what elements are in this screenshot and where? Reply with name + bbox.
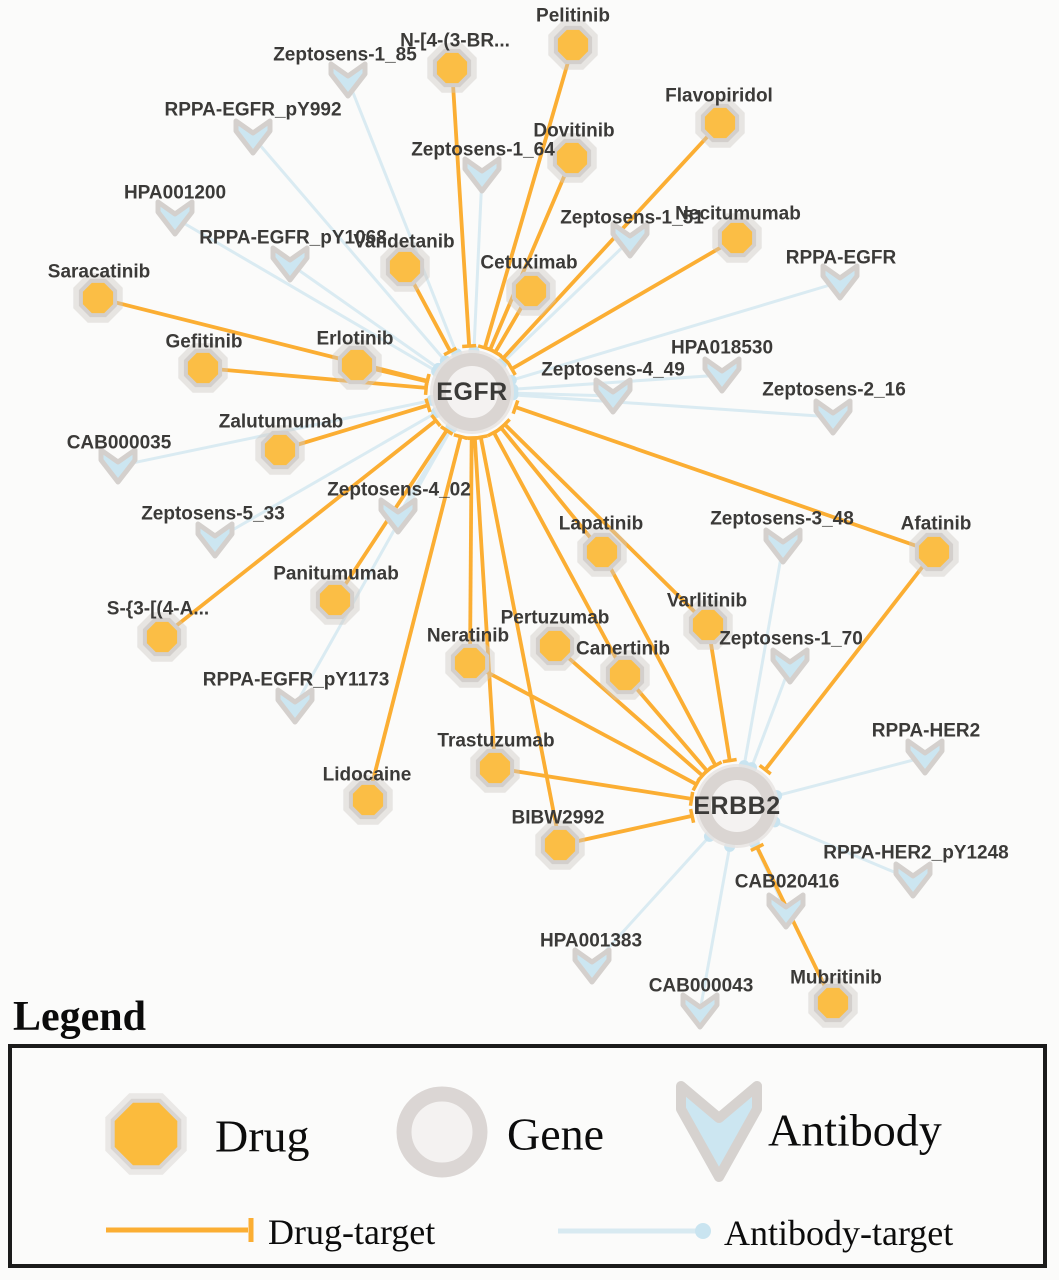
gene-label-erbb2: ERBB2 — [693, 792, 781, 820]
drug-label-dovitinib: Dovitinib — [533, 120, 615, 142]
drug-label-neratinib: Neratinib — [426, 625, 510, 647]
drug-node-canertinib — [604, 654, 646, 696]
legend-drug-target-label: Drug-target — [268, 1212, 436, 1252]
antibody-label-zeptosens-1-85: Zeptosens-1_85 — [273, 44, 417, 66]
drug-node-s-3-4-a — [141, 616, 183, 658]
legend-gene-circle-icon — [404, 1094, 480, 1170]
antibody-chevron-icon — [273, 248, 307, 280]
drug-label-flavopiridol: Flavopiridol — [665, 85, 773, 107]
antibody-node-zeptosens-4-49 — [596, 380, 630, 412]
drug-node-dovitinib — [551, 137, 593, 179]
drug-octagon-icon — [514, 274, 548, 308]
antibody-node-zeptosens-1-70 — [773, 650, 807, 682]
drug-label-vandetanib: Vandetanib — [353, 231, 455, 253]
antibody-chevron-icon — [575, 950, 609, 982]
drug-node-panitumumab — [314, 579, 356, 621]
edge-tee-endpoint — [462, 346, 476, 347]
antibody-node-zeptosens-2-16 — [816, 401, 850, 433]
drug-octagon-icon — [917, 535, 951, 569]
antibody-node-zeptosens-3-48 — [766, 530, 800, 562]
drug-octagon-icon — [720, 221, 754, 255]
drug-label-necitumumab: Necitumumab — [675, 203, 801, 225]
drug-label-pertuzumab: Pertuzumab — [500, 607, 610, 629]
drug-octagon-icon — [263, 433, 297, 467]
legend-gene-label: Gene — [507, 1108, 605, 1160]
drug-label-gefitinib: Gefitinib — [165, 331, 243, 353]
antibody-label-rppa-egfr: RPPA-EGFR — [785, 247, 897, 269]
drug-node-gefitinib — [182, 347, 224, 389]
antibody-label-zeptosens-3-48: Zeptosens-3_48 — [710, 508, 854, 530]
antibody-label-zeptosens-4-49: Zeptosens-4_49 — [541, 359, 685, 381]
antibody-label-hpa018530: HPA018530 — [670, 337, 774, 359]
legend-antibody-target-label: Antibody-target — [724, 1213, 954, 1253]
antibody-label-rppa-her2-py1248: RPPA-HER2_pY1248 — [823, 842, 1009, 864]
drug-label-mubritinib: Mubritinib — [790, 967, 882, 989]
antibody-node-rppa-egfr — [823, 266, 857, 298]
antibody-label-zeptosens-1-51: Zeptosens-1_51 — [560, 207, 704, 229]
drug-octagon-icon — [555, 141, 589, 175]
drug-octagon-icon — [351, 783, 385, 817]
antibody-label-zeptosens-4-02: Zeptosens-4_02 — [327, 479, 471, 501]
antibody-label-rppa-egfr-py1173: RPPA-EGFR_pY1173 — [202, 669, 390, 691]
drug-octagon-icon — [453, 646, 487, 680]
legend-title: Legend — [13, 994, 147, 1040]
antibody-chevron-icon — [465, 159, 499, 191]
legend-drug-label: Drug — [215, 1110, 310, 1162]
drug-octagon-icon — [435, 51, 469, 85]
drug-label-zalutumumab: Zalutumumab — [218, 411, 344, 433]
antibody-node-cab020416 — [769, 895, 803, 927]
antibody-label-zeptosens-5-33: Zeptosens-5_33 — [141, 503, 285, 525]
antibody-node-rppa-egfr-py1068 — [273, 248, 307, 280]
antibody-chevron-icon — [896, 864, 930, 896]
gene-node-erbb2 — [693, 766, 780, 846]
antibody-label-rppa-egfr-py992: RPPA-EGFR_pY992 — [164, 99, 342, 121]
antibody-chevron-icon — [596, 380, 630, 412]
antibody-label-hpa001200: HPA001200 — [123, 182, 227, 204]
drug-octagon-icon — [556, 28, 590, 62]
drug-label-panitumumab: Panitumumab — [273, 563, 399, 585]
legend-antibody-target-dot — [695, 1223, 711, 1239]
antibody-label-rppa-her2: RPPA-HER2 — [871, 720, 981, 742]
drug-octagon-icon — [81, 281, 115, 315]
drug-octagon-icon — [585, 535, 619, 569]
drug-node-neratinib — [449, 642, 491, 684]
drug-node-pelitinib — [552, 24, 594, 66]
antibody-chevron-icon — [198, 524, 232, 556]
drug-octagon-icon — [186, 351, 220, 385]
edge-drug-target-trastuzumab — [495, 768, 692, 799]
antibody-chevron-icon — [278, 690, 312, 722]
antibody-node-hpa018530 — [705, 359, 739, 391]
edge-drug-target-n-4-3-br — [452, 68, 469, 346]
drug-octagon-icon — [318, 583, 352, 617]
drug-label-saracatinib: Saracatinib — [47, 261, 151, 283]
drug-node-trastuzumab — [474, 747, 516, 789]
antibody-node-rppa-her2 — [908, 741, 942, 773]
antibody-label-zeptosens-1-64: Zeptosens-1_64 — [411, 139, 555, 161]
edge-tee-endpoint — [426, 375, 429, 389]
drug-node-n-4-3-br — [431, 47, 473, 89]
drug-label-lidocaine: Lidocaine — [322, 764, 412, 786]
antibody-node-hpa001383 — [575, 950, 609, 982]
antibody-chevron-icon — [766, 530, 800, 562]
legend — [10, 994, 1045, 1266]
drug-label-n-4-3-br: N-[4-(3-BR... — [400, 30, 510, 52]
drug-label-pelitinib: Pelitinib — [536, 5, 610, 27]
antibody-node-zeptosens-1-85 — [331, 64, 365, 96]
drug-node-zalutumumab — [259, 429, 301, 471]
drug-label-varlitinib: Varlitinib — [666, 590, 748, 612]
legend-drug-octagon-icon — [113, 1101, 180, 1168]
drug-label-afatinib: Afatinib — [900, 513, 972, 535]
drug-octagon-icon — [543, 828, 577, 862]
antibody-chevron-icon — [773, 650, 807, 682]
drug-octagon-icon — [388, 250, 422, 284]
antibody-chevron-icon — [236, 121, 270, 153]
antibody-node-cab000035 — [101, 450, 135, 482]
edge-tee-endpoint — [690, 792, 692, 806]
antibody-chevron-icon — [331, 64, 365, 96]
gene-label-egfr: EGFR — [436, 378, 508, 406]
edge-tee-endpoint — [723, 759, 737, 761]
antibody-label-hpa001383: HPA001383 — [539, 930, 643, 952]
antibody-chevron-icon — [816, 401, 850, 433]
edge-tee-endpoint — [513, 400, 518, 413]
antibody-label-zeptosens-1-70: Zeptosens-1_70 — [719, 628, 863, 650]
drug-node-bibw2992 — [539, 824, 581, 866]
drug-octagon-icon — [145, 620, 179, 654]
antibody-chevron-icon — [705, 359, 739, 391]
labels-layer — [48, 6, 1009, 997]
drug-node-pertuzumab — [534, 625, 576, 667]
antibody-chevron-icon — [683, 995, 717, 1027]
drug-label-trastuzumab: Trastuzumab — [437, 730, 555, 752]
antibody-node-zeptosens-1-64 — [465, 159, 499, 191]
drug-node-saracatinib — [77, 277, 119, 319]
drug-label-s-3-4-a: S-{3-[(4-A... — [106, 598, 210, 620]
drug-label-lapatinib: Lapatinib — [558, 513, 644, 535]
drug-octagon-icon — [538, 629, 572, 663]
drug-node-lapatinib — [581, 531, 623, 573]
antibody-label-cab000043: CAB000043 — [648, 975, 754, 997]
antibody-chevron-icon — [769, 895, 803, 927]
antibody-label-cab000035: CAB000035 — [66, 432, 172, 454]
antibody-label-zeptosens-2-16: Zeptosens-2_16 — [762, 379, 906, 401]
gene-node-egfr — [432, 352, 512, 432]
drug-label-erlotinib: Erlotinib — [316, 328, 394, 350]
drug-label-cetuximab: Cetuximab — [480, 252, 578, 274]
drug-node-erlotinib — [336, 344, 378, 386]
antibody-chevron-icon — [823, 266, 857, 298]
drug-label-bibw2992: BIBW2992 — [511, 807, 605, 829]
edge-antibody-target-zeptosens-1-70 — [752, 666, 790, 768]
drug-node-flavopiridol — [699, 102, 741, 144]
drug-label-canertinib: Canertinib — [576, 638, 670, 660]
legend-antibody-label: Antibody — [768, 1104, 942, 1156]
antibody-chevron-icon — [101, 450, 135, 482]
antibody-label-rppa-egfr-py1068: RPPA-EGFR_pY1068 — [199, 227, 387, 249]
antibody-label-cab020416: CAB020416 — [734, 871, 840, 893]
antibody-node-cab000043 — [683, 995, 717, 1027]
antibody-node-hpa001200 — [158, 202, 192, 234]
drug-octagon-icon — [703, 106, 737, 140]
antibody-node-zeptosens-5-33 — [198, 524, 232, 556]
drug-octagon-icon — [478, 751, 512, 785]
drug-octagon-icon — [816, 986, 850, 1020]
antibody-chevron-icon — [908, 741, 942, 773]
edge-antibody-target-rppa-her2 — [777, 757, 925, 796]
antibody-node-rppa-egfr-py1173 — [278, 690, 312, 722]
drug-octagon-icon — [340, 348, 374, 382]
drug-octagon-icon — [608, 658, 642, 692]
antibody-node-rppa-egfr-py992 — [236, 121, 270, 153]
antibody-chevron-icon — [158, 202, 192, 234]
drug-node-cetuximab — [510, 270, 552, 312]
antibody-node-rppa-her2-py1248 — [896, 864, 930, 896]
drug-node-afatinib — [913, 531, 955, 573]
